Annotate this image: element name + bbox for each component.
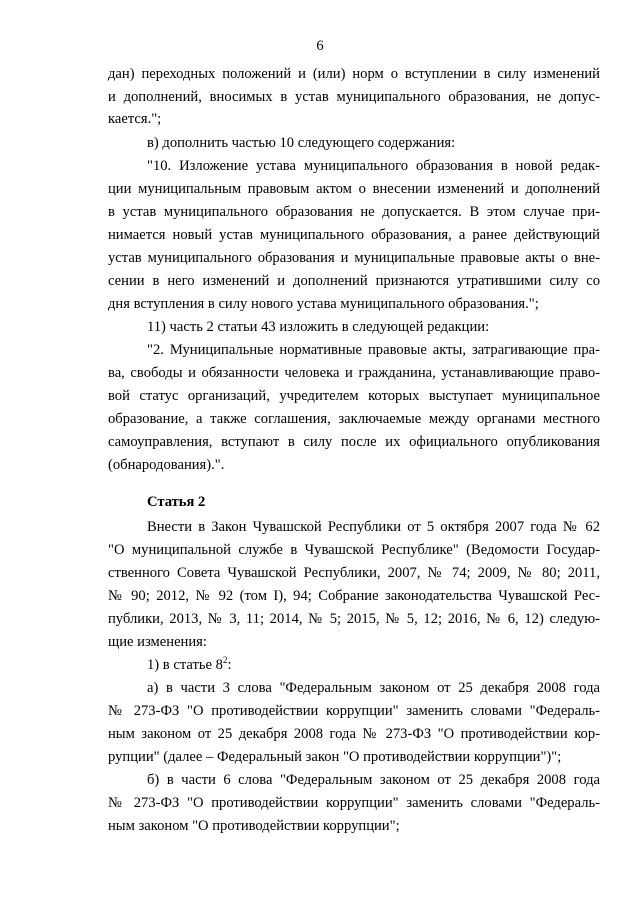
text-line: "10. Изложение устава муниципального образования в новой редак- [147,158,600,174]
text-line [147,656,600,674]
text-line: рупции" (далее – Федеральный закон "О противодействии коррупции")"; [108,749,562,765]
text-line: вой статус организаций, учредителем которых выступает муниципальное [108,388,600,404]
text-line: 11) часть 2 статьи 43 изложить в следующей редакции: [147,319,490,335]
text-line: № 273-ФЗ "О противодействии коррупции" заменить словами "Федераль- [108,795,600,811]
text-line: Внести в Закон Чувашской Республики от 5 октября 2007 года № 62 [147,519,600,535]
text-line: № 90; 2012, № 92 (том I), 94; Собрание законодательства Чувашской Рес- [108,588,600,604]
text-line: а) в части 3 слова "Федеральным законом от 25 декабря 2008 года [147,680,600,696]
text-line: нимается новый устав муниципального образования, а ранее действующий [108,227,600,243]
text-line: самоуправления, вступают в силу после их официального опубликования [108,434,600,450]
text-line: образование, а также соглашения, заключаемые между органами местного [108,411,600,427]
text-line: устав муниципального образования и муниципальные правовые акты о вне- [108,250,600,266]
text-line: "О муниципальной службе в Чувашской Республике" (Ведомости Государ- [108,542,600,558]
text-line: в устав муниципального образования не допускается. В этом случае при- [108,204,600,220]
text-line: ственного Совета Чувашской Республики, 2007, № 74; 2009, № 80; 2011, [108,565,600,581]
text-line: в) дополнить частью 10 следующего содержания: [147,135,456,151]
superscript: 2 [222,655,228,665]
text-line: дня вступления в силу нового устава муниципального образования."; [108,296,539,312]
text-line: ции муниципальным правовым актом о внесении изменений и дополнений [108,181,600,197]
text-line: б) в части 6 слова "Федеральным законом от 25 декабря 2008 года [147,772,600,788]
text-line: ва, свободы и обязанности человека и гражданина, устанавливающие право- [108,365,600,381]
text-line: (обнародования).". [108,457,225,473]
text-line: ным законом "О противодействии коррупции"; [108,818,400,834]
text-line: сении в него изменений и дополнений признаются утратившими силу со [108,273,600,289]
text-line: щие изменения: [108,634,207,650]
text-line: кается."; [108,111,162,127]
article-heading: Статья 2 [147,494,206,510]
text-line: и дополнений, вносимых в устав муниципального образования, не допус- [108,89,600,105]
page-number: 6 [316,38,324,54]
text-span: 1) в статье 8 [147,657,223,673]
text-line: ным законом от 25 декабря 2008 года № 273-ФЗ "О противодействии кор- [108,726,600,742]
text-line: "2. Муниципальные нормативные правовые акты, затрагивающие пра- [147,342,600,358]
text-line: дан) переходных положений и (или) норм о вступлении в силу изменений [108,66,600,82]
text-line: публики, 2013, № 3, 11; 2014, № 5; 2015, № 5, 12; 2016, № 6, 12) следую- [108,611,600,627]
text-line: № 273-ФЗ "О противодействии коррупции" заменить словами "Федераль- [108,703,600,719]
text-span: : [227,657,232,673]
